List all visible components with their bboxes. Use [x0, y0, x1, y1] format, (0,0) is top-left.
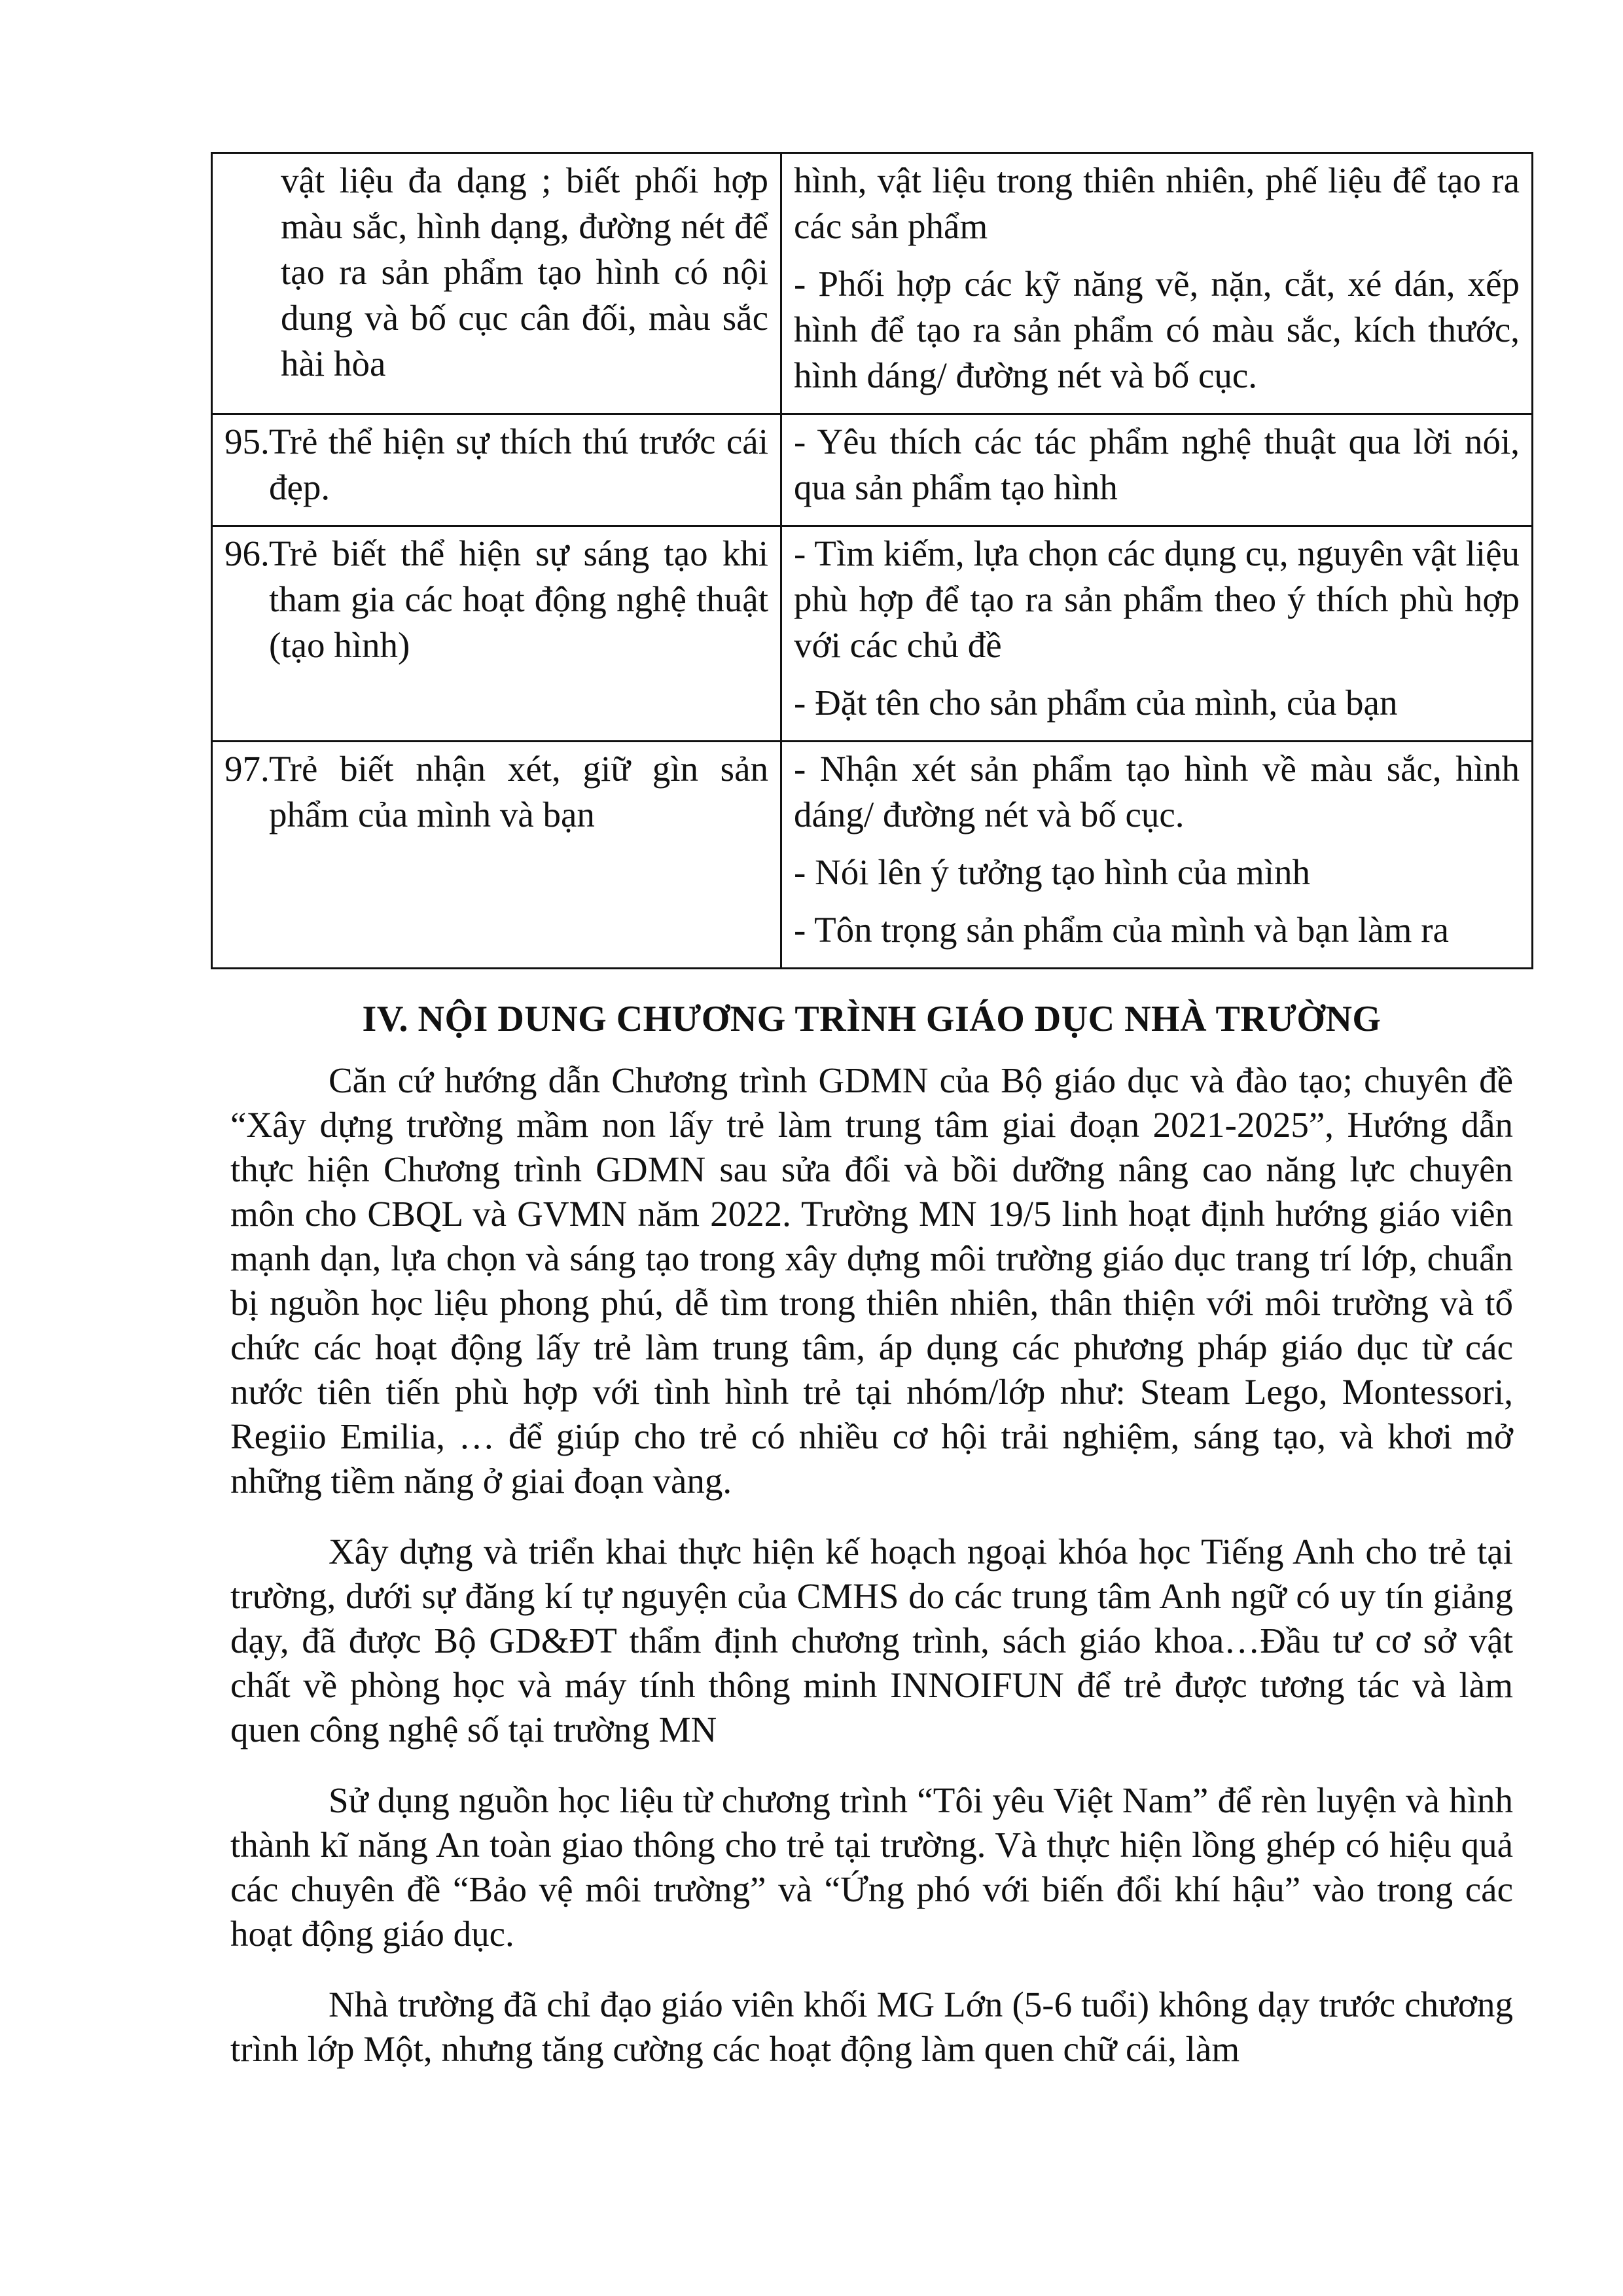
objective-cell: [212, 153, 781, 414]
table-row: [212, 153, 1533, 414]
objective-text: Trẻ biết thể hiện sự sáng tạo khi tham gia các hoạt động nghệ thuật (tạo hình): [269, 533, 768, 665]
objective-text: Trẻ thể hiện sự thích thú trước cái đẹp.: [269, 422, 768, 507]
content-item: - Tôn trọng sản phẩm của mình và bạn làm ra: [794, 910, 1449, 950]
content-item: - Phối hợp các kỹ năng vẽ, nặn, cắt, xé dán, xếp hình để tạo ra sản phẩm có màu sắc, kích thước, hình dáng/ đường nét và bố cục.: [794, 264, 1520, 395]
objective-text: Trẻ biết nhận xét, giữ gìn sản phẩm của mình và bạn: [269, 749, 768, 834]
content-item: hình, vật liệu trong thiên nhiên, phế liệu để tạo ra các sản phẩm: [794, 160, 1520, 246]
content-item: - Đặt tên cho sản phẩm của mình, của bạn: [794, 683, 1398, 723]
content-cell: [781, 153, 1533, 414]
body-paragraph: Sử dụng nguồn học liệu từ chương trình “Tôi yêu Việt Nam” để rèn luyện và hình thành kĩ năng An toàn giao thông cho trẻ tại trường. Và thực hiện lồng ghép có hiệu quả các chuyên đề “Bảo vệ môi trường” và “Ứng phó với biến đổi khí hậu” vào trong các hoạt động giáo dục.: [230, 1780, 1513, 1954]
objective-cell: [212, 742, 781, 969]
body-paragraph: Nhà trường đã chỉ đạo giáo viên khối MG Lớn (5-6 tuổi) không dạy trước chương trình lớp Một, nhưng tăng cường các hoạt động làm quen chữ cái, làm: [230, 1984, 1513, 2069]
objective-text: vật liệu đa dạng ; biết phối hợp màu sắc, hình dạng, đường nét để tạo ra sản phẩm tạo hình có nội dung và bố cục cân đối, màu sắc hài hòa: [281, 160, 768, 384]
objective-number: 96.: [224, 533, 270, 573]
objectives-content-table: [211, 152, 1533, 969]
body-paragraph: Căn cứ hướng dẫn Chương trình GDMN của Bộ giáo dục và đào tạo; chuyên đề “Xây dựng trường mầm non lấy trẻ làm trung tâm giai đoạn 2021-2025”, Hướng dẫn thực hiện Chương trình GDMN sau sửa đổi và bồi dưỡng nâng cao năng lực chuyên môn cho CBQL và GVMN năm 2022. Trường MN 19/5 linh hoạt định hướng giáo viên mạnh dạn, lựa chọn và sáng tạo trong xây dựng môi trường giáo dục trang trí lớp, chuẩn bị nguồn học liệu phong phú, dễ tìm trong thiên nhiên, thân thiện với môi trường và tổ chức các hoạt động lấy trẻ làm trung tâm, áp dụng các phương pháp giáo dục từ các nước tiên tiến phù hợp với tình hình trẻ tại nhóm/lớp như: Steam Lego, Montessori, Regiio Emilia, … để giúp cho trẻ có nhiều cơ hội trải nghiệm, sáng tạo, và khơi mở những tiềm năng ở giai đoạn vàng.: [230, 1060, 1513, 1501]
content-item: - Nói lên ý tưởng tạo hình của mình: [794, 852, 1311, 892]
objective-number: 95.: [224, 422, 270, 461]
table-row: [212, 526, 1533, 742]
content-cell: [781, 742, 1533, 969]
content-item: - Nhận xét sản phẩm tạo hình về màu sắc, hình dáng/ đường nét và bố cục.: [794, 749, 1520, 834]
table-row: [212, 414, 1533, 526]
section-iv: [230, 997, 1513, 2098]
content-item: - Yêu thích các tác phẩm nghệ thuật qua lời nói, qua sản phẩm tạo hình: [794, 422, 1520, 507]
objective-cell: [212, 414, 781, 526]
body-paragraph: Xây dựng và triển khai thực hiện kế hoạch ngoại khóa học Tiếng Anh cho trẻ tại trường, dưới sự đăng kí tự nguyện của CMHS do các trung tâm Anh ngữ có uy tín giảng dạy, đã được Bộ GD&ĐT thẩm định chương trình, sách giáo khoa…Đầu tư cơ sở vật chất về phòng học và máy tính thông minh INNOIFUN để trẻ được tương tác và làm quen công nghệ số tại trường MN: [230, 1532, 1513, 1749]
content-cell: [781, 526, 1533, 742]
content-cell: [781, 414, 1533, 526]
section-heading: IV. NỘI DUNG CHƯƠNG TRÌNH GIÁO DỤC NHÀ TRƯỜNG: [362, 999, 1382, 1039]
objective-number: 97.: [224, 749, 270, 789]
content-item: - Tìm kiếm, lựa chọn các dụng cụ, nguyên vật liệu phù hợp để tạo ra sản phẩm theo ý thích phù hợp với các chủ đề: [794, 533, 1520, 665]
objective-cell: [212, 526, 781, 742]
table-row: [212, 742, 1533, 969]
